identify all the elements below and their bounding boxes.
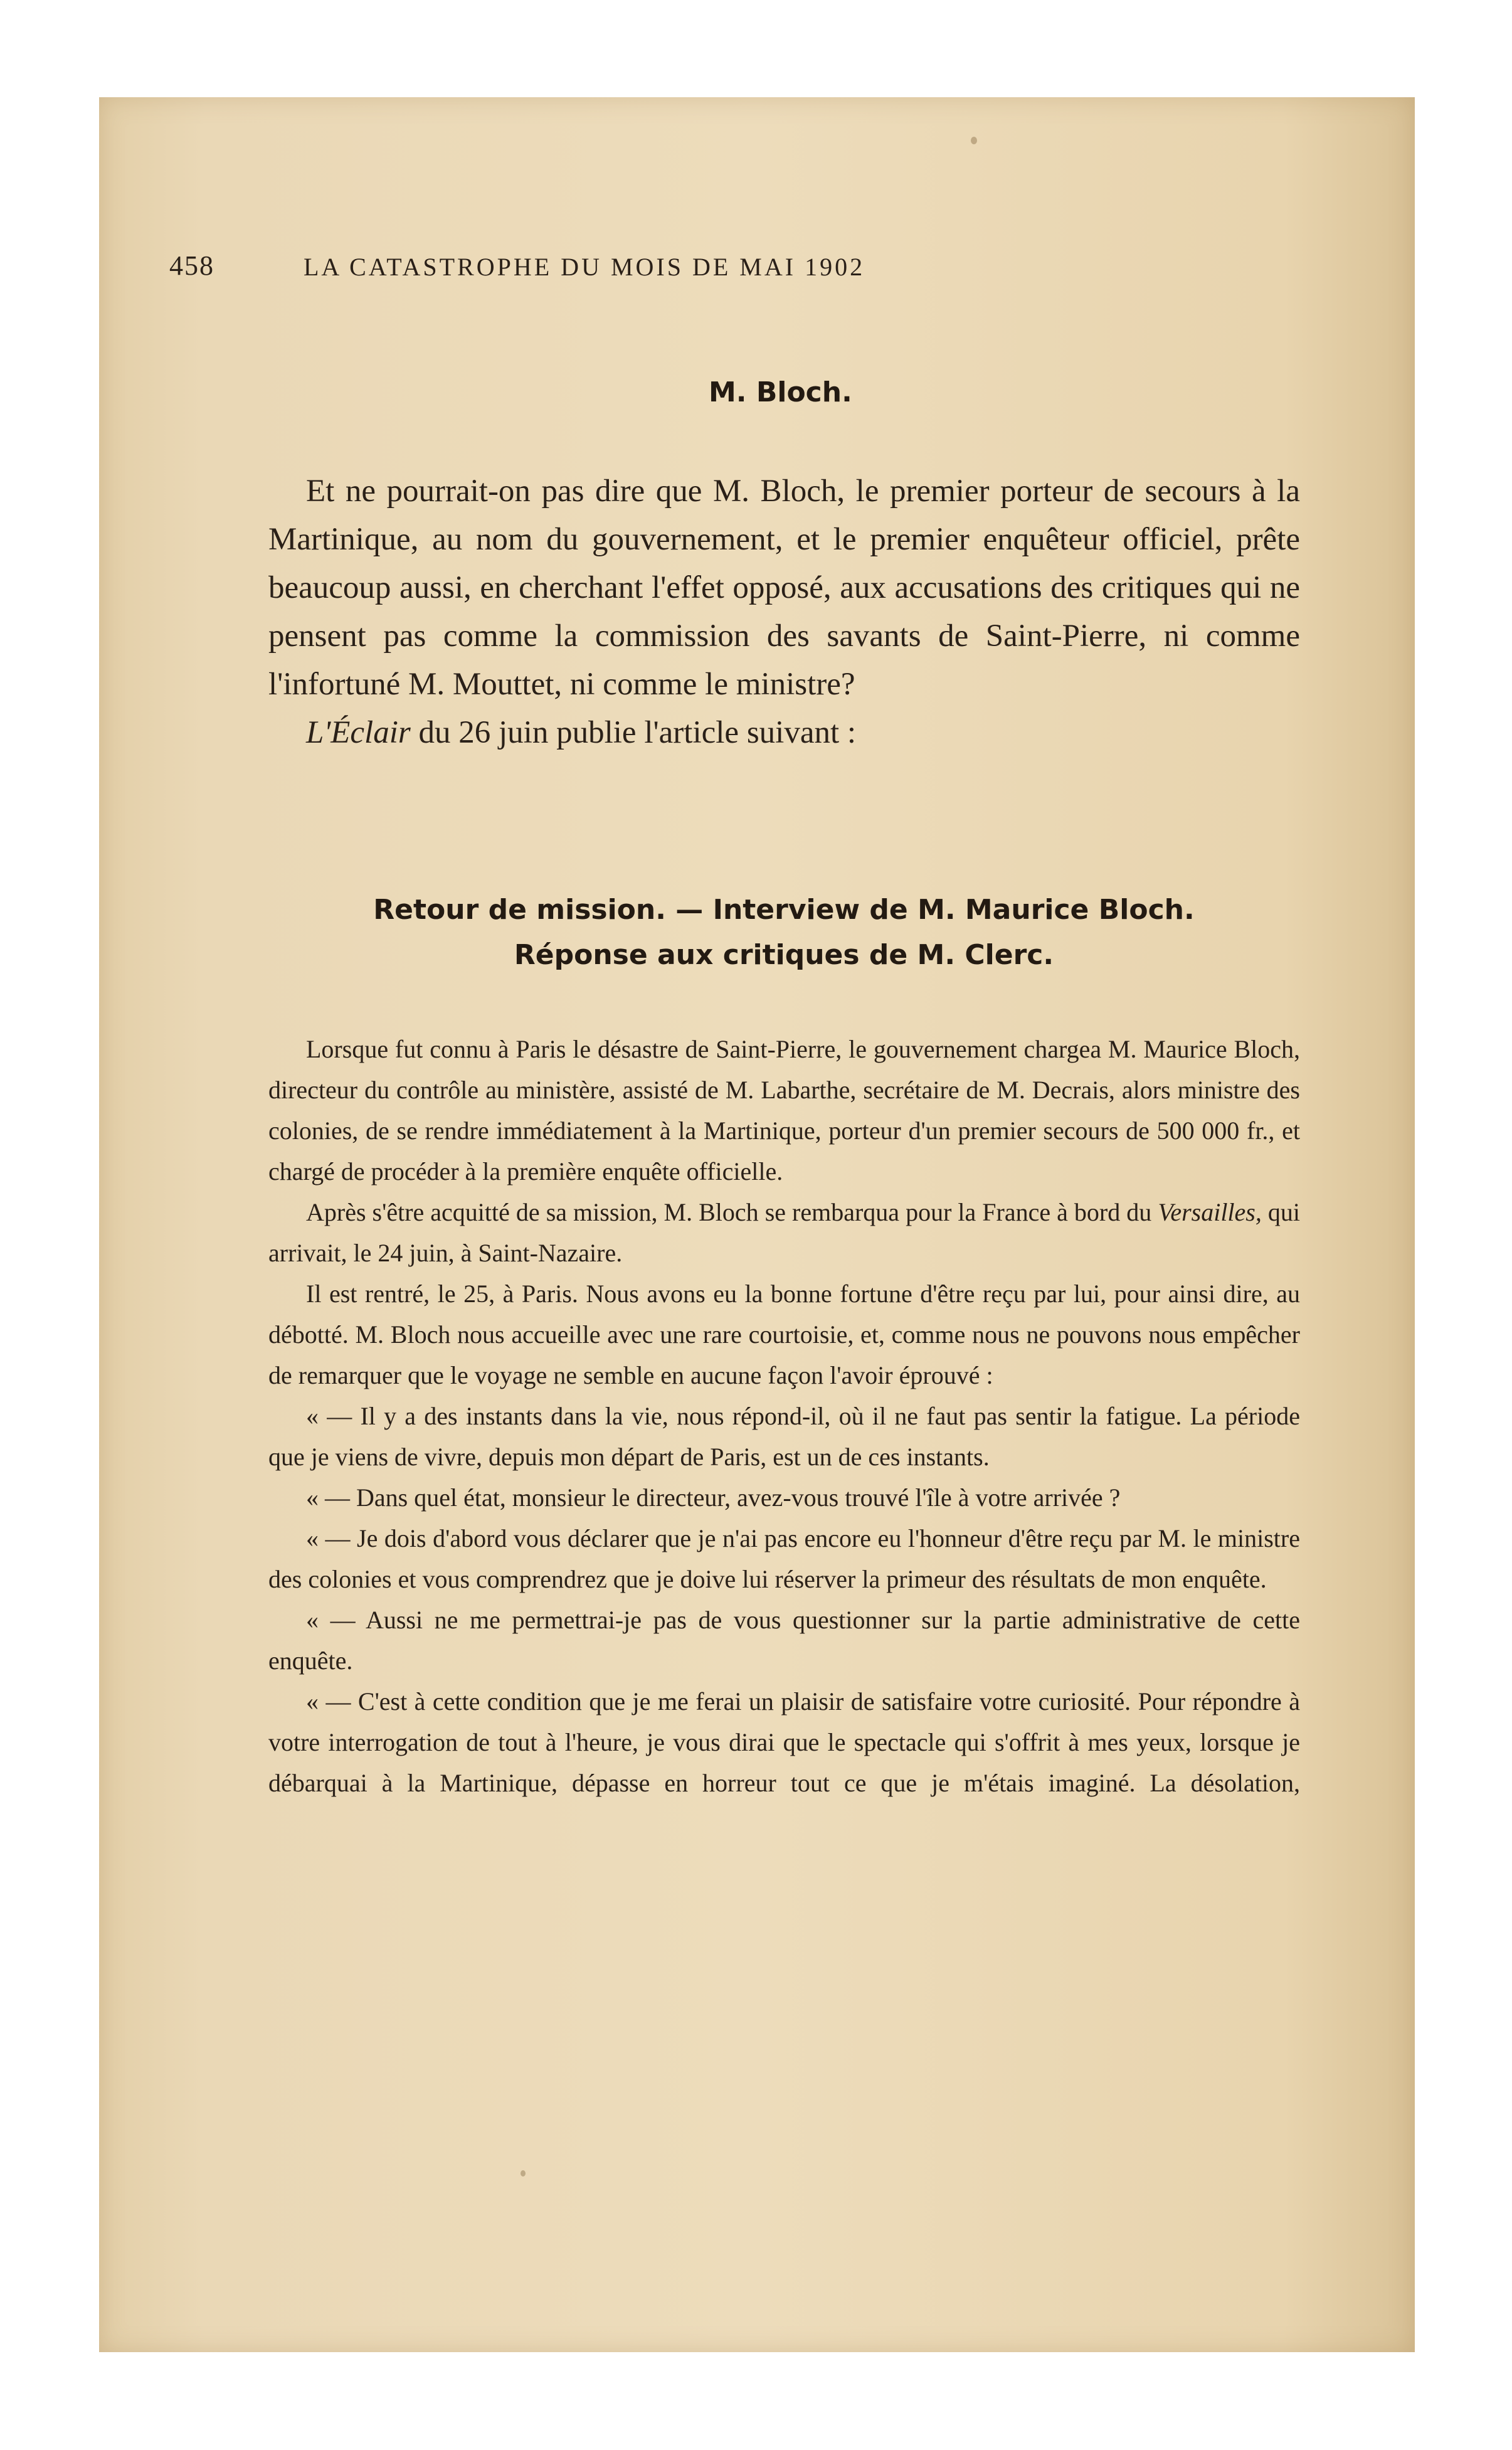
article-text: qui arrivait, le 24 juin, à Saint-Nazaire. [268,1198,1300,1267]
article-paragraph: « — C'est à cette condition que je me ferai un plaisir de satisfaire votre curiosité. Pour répondre à votre interrogation de tout à l'heure, je vous dirai que le spectacle qui s'offrit à mes yeux, lorsque je débarquai à la Martinique, dépasse en horreur tout ce que je m'étais imaginé. La désolation, [268,1687,1300,1797]
article-paragraph: « — Je dois d'abord vous déclarer que je n'ai pas encore eu l'honneur d'être reçu par M. le ministre des colonies et vous comprendrez que je doive lui réserver la primeur des résultats de mon enquête. [268,1524,1300,1593]
article-paragraph: « — Dans quel état, monsieur le directeur, avez-vous trouvé l'île à votre arrivée ? [306,1483,1121,1512]
ship-name: Versailles, [1158,1198,1262,1226]
intro-text [268,467,1300,757]
page-smudge [521,2170,526,2177]
page-smudge [971,137,977,144]
newspaper-name: L'Éclair [306,715,411,750]
citation-text: du 26 juin publie l'article suivant : [410,715,857,750]
intro-paragraph: Et ne pourrait-on pas dire que M. Bloch, le premier porteur de secours à la Martinique, au nom du gouvernement, et le premier enquêteur officiel, prête beaucoup aussi, en cherchant l'effet opposé, aux accusations des critiques qui ne pensent pas comme la commission des savants de Saint-Pierre, ni comme l'infortuné M. Mouttet, ni comme le ministre? [268,474,1300,702]
article-paragraph: Lorsque fut connu à Paris le désastre de Saint-Pierre, le gouvernement chargea M. Maurice Bloch, directeur du contrôle au ministère, assisté de M. Labarthe, secrétaire de M. Decrais, alors ministre des colonies, de se rendre immédiatement à la Martinique, porteur d'un premier secours de 500 000 fr., et chargé de procéder à la première enquête officielle. [268,1035,1300,1185]
article-paragraph: « — Aussi ne me permettrai-je pas de vous questionner sur la partie administrative de cette enquête. [268,1606,1300,1675]
running-title: LA CATASTROPHE DU MOIS DE MAI 1902 [304,253,865,281]
article-paragraph [268,1192,1300,1273]
section-title: M. Bloch. [709,376,852,408]
running-head [169,250,1110,294]
page-number: 458 [169,250,214,281]
article-title-line-1: Retour de mission. — Interview de M. Maurice Bloch. [373,894,1195,926]
article-paragraph: Il est rentré, le 25, à Paris. Nous avons eu la bonne fortune d'être reçu par lui, pour ainsi dire, au débotté. M. Bloch nous accueille avec une rare courtoisie, et, comme nous ne pouvons nous empêcher de remarquer que le voyage ne semble en aucune façon l'avoir éprouvé : [268,1280,1300,1389]
article-title [263,888,1304,978]
article-body [268,1029,1300,1803]
article-paragraph: « — Il y a des instants dans la vie, nous répond-il, où il ne faut pas sentir la fatigue. La période que je viens de vivre, depuis mon départ de Paris, est un de ces instants. [268,1402,1300,1471]
intro-paragraph-citation [268,709,1300,757]
article-title-line-2: Réponse aux critiques de M. Clerc. [514,939,1054,971]
article-text: Après s'être acquitté de sa mission, M. Bloch se rembarqua pour la France à bord du [306,1198,1158,1226]
